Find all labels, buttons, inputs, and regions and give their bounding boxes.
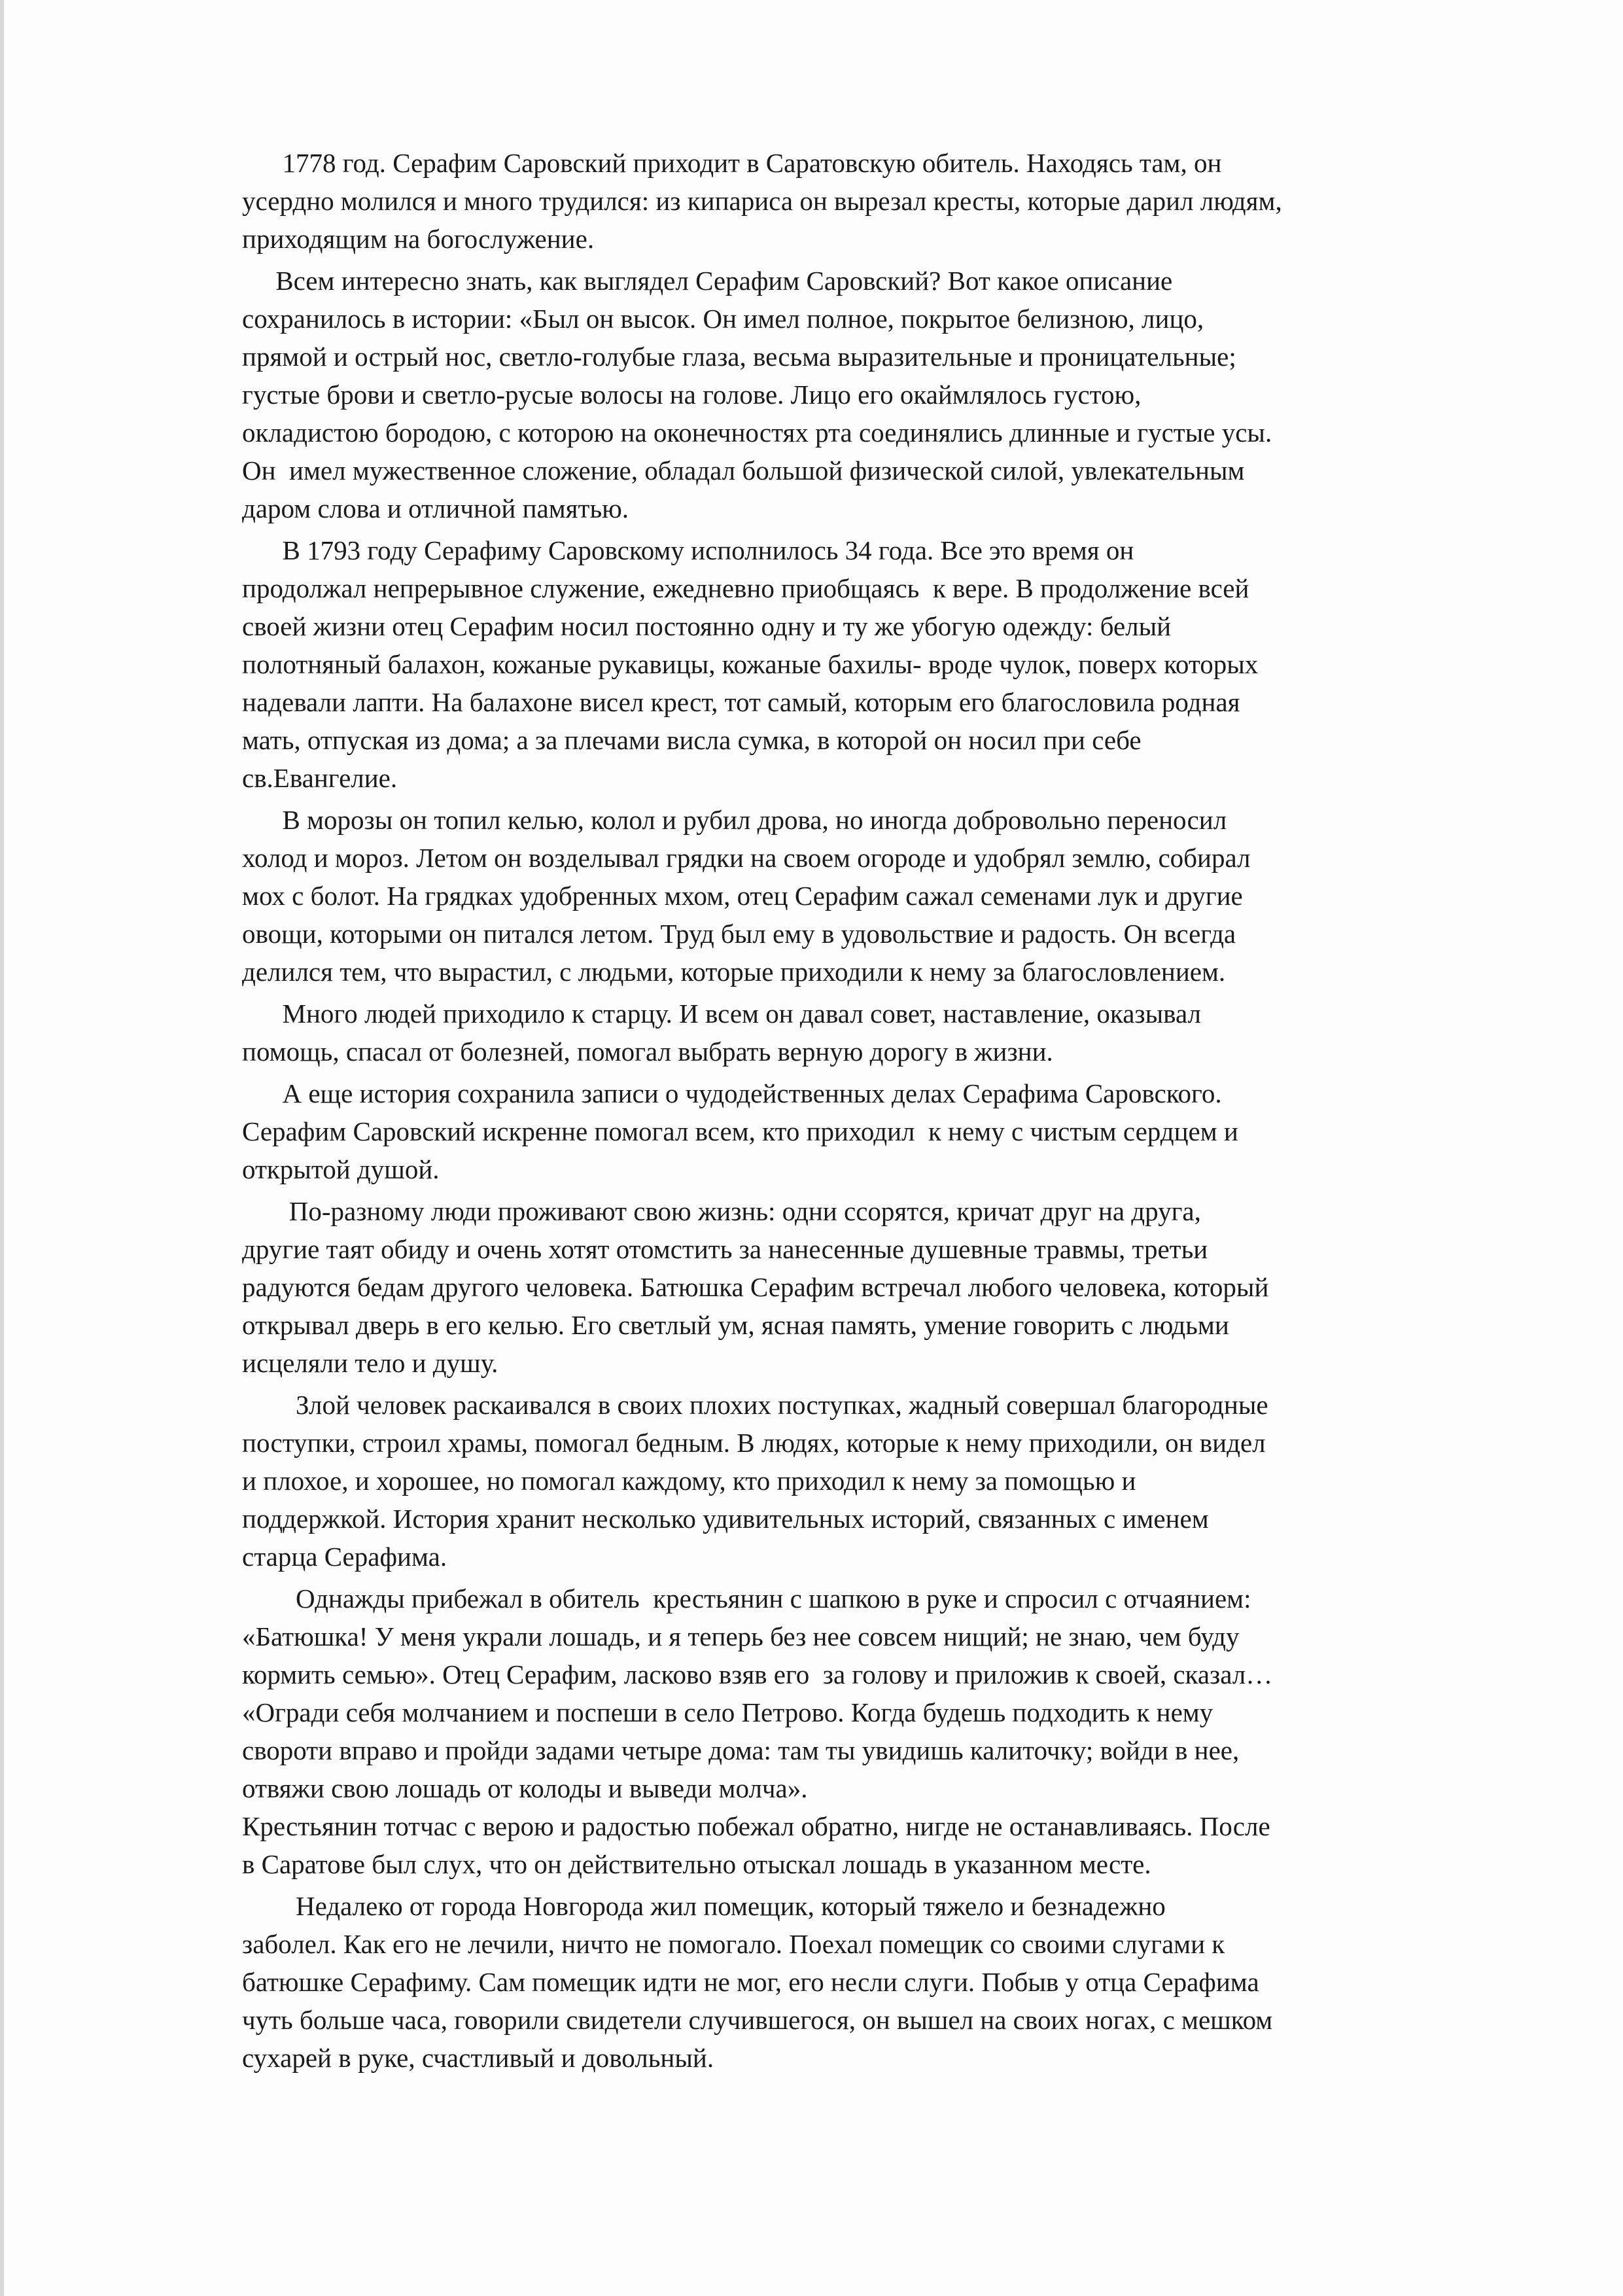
text-line: надевали лапти. На балахоне висел крест, тот самый, которым его благословила родная	[242, 687, 1240, 717]
text-line: заболел. Как его не лечили, ничто не помогало. Поехал помещик со своими слугами к	[242, 1929, 1225, 1959]
text-line: прямой и острый нос, светло-голубые глаза, весьма выразительные и проницательные;	[242, 342, 1236, 372]
paragraph	[242, 1074, 1485, 1188]
text-line: св.Евангелие.	[242, 763, 398, 793]
text-line: «Огради себя молчанием и поспеши в село Петрово. Когда будешь подходить к нему	[242, 1697, 1213, 1727]
text-line: свороти вправо и пройди задами четыре дома: там ты увидишь калиточку; войди в нее,	[242, 1735, 1240, 1765]
paragraph	[242, 144, 1485, 258]
text-line: А еще история сохранила записи о чудодейственных делах Серафима Саровского.	[242, 1078, 1222, 1108]
text-line: мох с болот. На грядках удобренных мхом, отец Серафим сажал семенами лук и другие	[242, 881, 1243, 911]
text-line: густые брови и светло-русые волосы на голове. Лицо его окаймлялось густою,	[242, 380, 1142, 410]
text-line: старца Серафима.	[242, 1542, 447, 1572]
text-line: поддержкой. История хранит несколько удивительных историй, связанных с именем	[242, 1504, 1209, 1534]
text-line: В 1793 году Серафиму Саровскому исполнилось 34 года. Все это время он	[242, 535, 1134, 565]
text-line: другие таят обиду и очень хотят отомстить за нанесенные душевные травмы, третьи	[242, 1234, 1208, 1264]
text-line: усердно молился и много трудился: из кипариса он вырезал кресты, которые дарил людям,	[242, 186, 1282, 216]
text-line: Серафим Саровский искренне помогал всем, кто приходил к нему с чистым сердцем и	[242, 1116, 1238, 1146]
text-line: в Саратове был слух, что он действительно отыскал лошадь в указанном месте.	[242, 1849, 1151, 1879]
text-line: Злой человек раскаивался в своих плохих поступках, жадный совершал благородные	[242, 1390, 1268, 1420]
paragraph	[242, 1386, 1485, 1576]
text-line: холод и мороз. Летом он возделывал грядки на своем огороде и удобрял землю, собирал	[242, 843, 1251, 873]
text-line: открывал дверь в его келью. Его светлый ум, ясная память, умение говорить с людьми	[242, 1310, 1229, 1340]
text-line: открытой душой.	[242, 1154, 440, 1184]
text-line: окладистою бородою, с которою на оконечностях рта соединялись длинные и густые усы.	[242, 417, 1272, 448]
text-line: По-разному люди проживают свою жизнь: одни ссорятся, кричат друг на друга,	[242, 1196, 1201, 1226]
text-line: Однажды прибежал в обитель крестьянин с шапкою в руке и спросил с отчаянием:	[242, 1583, 1251, 1614]
text-line: кормить семью». Отец Серафим, ласково взяв его за голову и приложив к своей, сказал…	[242, 1659, 1273, 1689]
scan-edge	[0, 0, 4, 2296]
text-line: поступки, строил храмы, помогал бедным. В людях, которые к нему приходили, он видел	[242, 1428, 1266, 1458]
text-line: даром слова и отличной памятью.	[242, 493, 629, 523]
text-line: приходящим на богослужение.	[242, 224, 595, 254]
text-line: Крестьянин тотчас с верою и радостью побежал обратно, нигде не останавливаясь. После	[242, 1811, 1270, 1841]
text-line: батюшке Серафиму. Сам помещик идти не мог, его несли слуги. Побыв у отца Серафима	[242, 1967, 1259, 1997]
paragraph	[242, 801, 1485, 991]
paragraph	[242, 262, 1485, 527]
text-line: Он имел мужественное сложение, обладал большой физической силой, увлекательным	[242, 455, 1245, 486]
text-line: радуются бедам другого человека. Батюшка Серафим встречал любого человека, который	[242, 1272, 1269, 1302]
text-line: полотняный балахон, кожаные рукавицы, кожаные бахилы- вроде чулок, поверх которых	[242, 649, 1259, 679]
text-line: помощь, спасал от болезней, помогал выбрать верную дорогу в жизни.	[242, 1036, 1053, 1067]
paragraph	[242, 531, 1485, 797]
text-line: делился тем, что вырастил, с людьми, которые приходили к нему за благословлением.	[242, 957, 1226, 987]
text-line: Недалеко от города Новгорода жил помещик, который тяжело и безнадежно	[242, 1891, 1166, 1921]
text-line: сухарей в руке, счастливый и довольный.	[242, 2043, 714, 2073]
paragraph	[242, 995, 1485, 1070]
text-line: Много людей приходило к старцу. И всем он давал совет, наставление, оказывал	[242, 998, 1202, 1029]
text-line: овощи, которыми он питался летом. Труд был ему в удовольствие и радость. Он всегда	[242, 919, 1236, 949]
text-line: мать, отпуская из дома; а за плечами висла сумка, в которой он носил при себе	[242, 725, 1142, 755]
paragraph	[242, 1887, 1485, 2077]
text-line: и плохое, и хорошее, но помогал каждому, кто приходил к нему за помощью и	[242, 1466, 1136, 1496]
text-line: 1778 год. Серафим Саровский приходит в Саратовскую обитель. Находясь там, он	[242, 148, 1222, 178]
text-line: отвяжи свою лошадь от колоды и выведи молча».	[242, 1773, 808, 1803]
text-line: чуть больше часа, говорили свидетели случившегося, он вышел на своих ногах, с мешком	[242, 2005, 1273, 2035]
text-line: продолжал непрерывное служение, ежедневно приобщаясь к вере. В продолжение всей	[242, 573, 1249, 603]
paragraph	[242, 1192, 1485, 1382]
document-body	[242, 144, 1485, 2077]
text-line: Всем интересно знать, как выглядел Серафим Саровский? Вот какое описание	[242, 266, 1173, 296]
text-line: В морозы он топил келью, колол и рубил дрова, но иногда добровольно переносил	[242, 805, 1227, 835]
text-line: исцеляли тело и душу.	[242, 1348, 498, 1378]
text-line: своей жизни отец Серафим носил постоянно одну и ту же убогую одежду: белый	[242, 611, 1172, 641]
text-line: сохранилось в истории: «Был он высок. Он имел полное, покрытое белизною, лицо,	[242, 304, 1204, 334]
paragraph	[242, 1580, 1485, 1883]
text-line: «Батюшка! У меня украли лошадь, и я теперь без нее совсем нищий; не знаю, чем буду	[242, 1621, 1240, 1651]
